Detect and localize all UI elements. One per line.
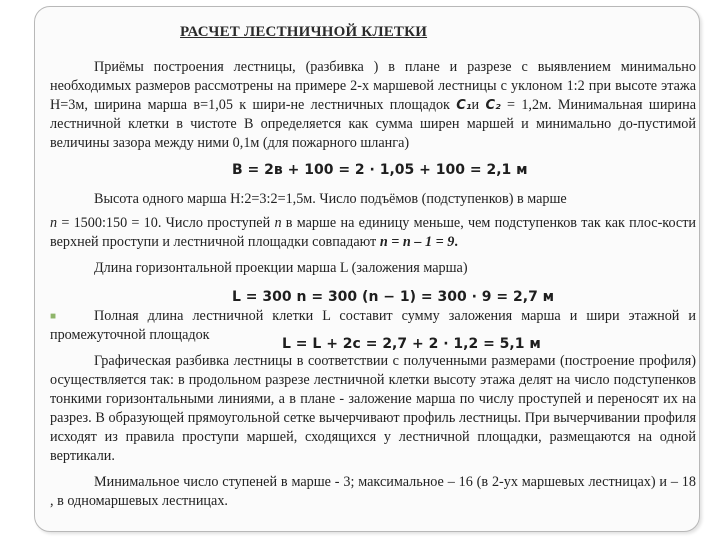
symbol-c2: C₂ [485, 98, 501, 113]
intro-and: и [471, 97, 480, 113]
symbol-c1: C₁ [456, 98, 472, 113]
steps-text-d: в марше на единицу меньше, чем подступенков так как плос-кости верхней проступи и лестничной площадки совпадают [50, 215, 697, 250]
paragraph-graphic-layout: Графическая разбивка лестницы в соответствии с полученными размерами (построение профиля) осуществляется так: в продольном разрезе лестничной клетки высоту этажа делят на число подступенков тонкими горизонтальными линиями, а в плане - заложение марша по числу проступей и переносят их на разрез. В образующей прямоугольной сетке вычерчивают профиль лестницы. При вычерчивании профиля исходят из правила проступи маршей, сходящихся у лестничной площадки, размещаются на одной вертикали. [50, 353, 696, 464]
intro-text-b: = 1,2м. Минимальная ширина лестничной клетки в чистоте В определяется как сумма ширен маршей и минимально до-пустимой величины зазора между ними 0,1м (для пожарного шланга) [50, 97, 696, 151]
paragraph-flight-height: Высота одного марша Н:2=3:2=1,5м. Число подъёмов (подступенков) в марше [94, 191, 567, 207]
var-n-2: n [274, 215, 282, 231]
paragraph-intro [50, 58, 696, 153]
paragraph-min-steps: Минимальное число ступеней в марше - 3; максимальное – 16 (в 2-ух маршевых лестницах) и – 18 , в одномаршевых лестницах. [50, 474, 696, 509]
steps-period: . [454, 234, 458, 250]
formula-flight-length: L = 300 n = 300 (n − 1) = 300 · 9 = 2,7 м [232, 289, 555, 305]
paragraph-steps-count [50, 214, 696, 252]
var-n-1: n [50, 215, 58, 231]
paragraph-projection: Длина горизонтальной проекции марша L (заложения марша) [94, 260, 468, 276]
intro-text-a: Приёмы построения лестницы, (разбивка ) в плане и разрезе с выявлением минимально необходимых размеров рассмотрены на примере 2-х маршевой лестницы с уклоном 1:2 при высоте этажа Н=3м, ширина марша в=1,05 к шири-не лестничных площадок [50, 59, 696, 113]
square-bullet-icon: ■ [50, 311, 57, 322]
page-title: РАСЧЕТ ЛЕСТНИЧНОЙ КЛЕТКИ [180, 24, 428, 40]
formula-stair-width: B = 2в + 100 = 2 · 1,05 + 100 = 2,1 м [232, 162, 528, 178]
steps-formula: n = n – 1 = 9 [379, 234, 455, 250]
paragraph-full-length: Полная длина лестничной клетки L составит сумму заложения марша и шири этажной и промежуточной площадок [50, 308, 696, 343]
steps-text-b: = 1500:150 = 10. Число проступей [61, 215, 271, 231]
formula-cell-length: L = L + 2c = 2,7 + 2 · 1,2 = 5,1 м [282, 336, 541, 352]
